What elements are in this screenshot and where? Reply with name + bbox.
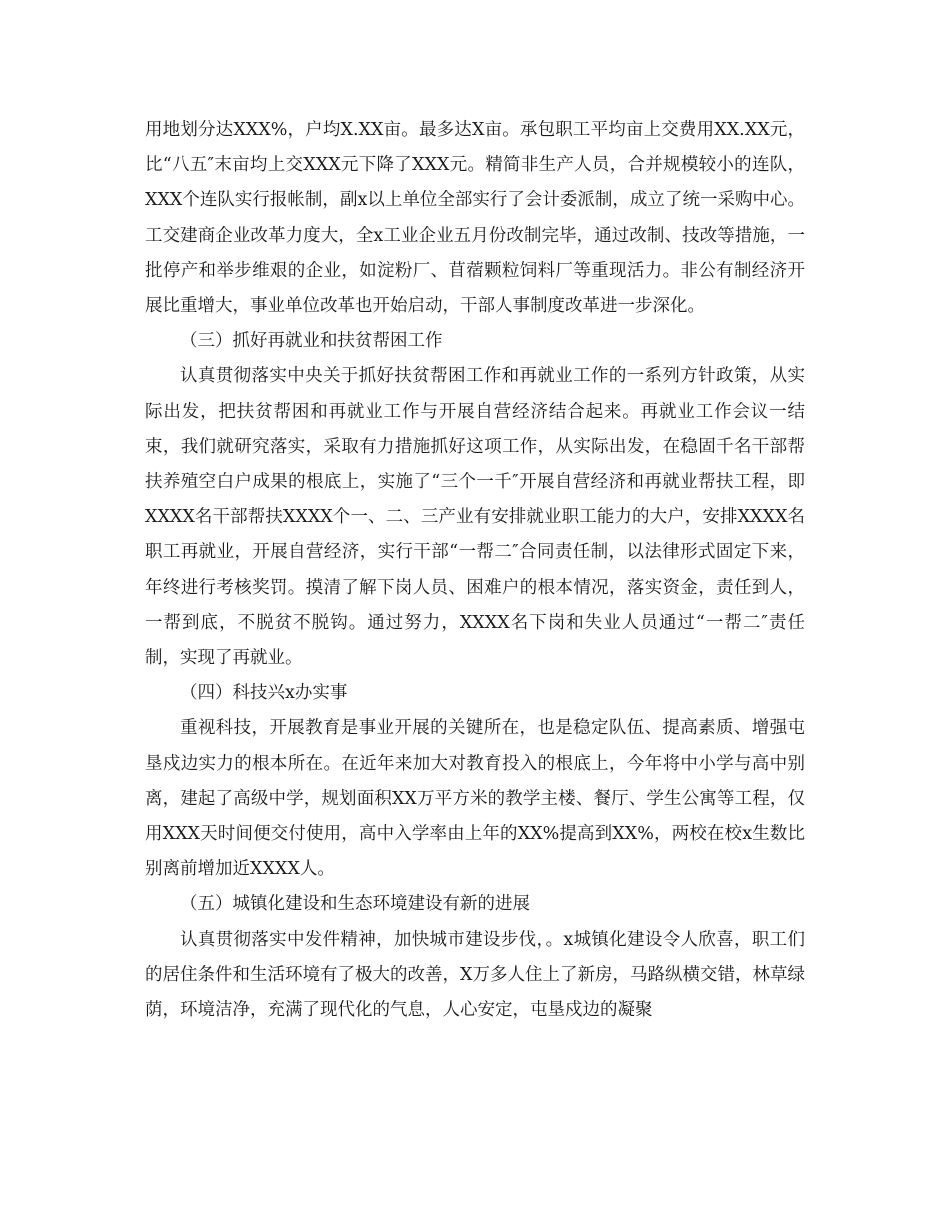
paragraph-reform-continued: 用地划分达XXX%，户均X.XX亩。最多达X亩。承包职工平均亩上交费用XX.XX元，比“八五″末亩均上交XXX元下降了XXX元。精简非生产人员，合并规模较小的连队，XXX个连队实行报帐制，副x以上单位全部实行了会计委派制，成立了统一采购中心。工交建商企业改革力度大，全x工业企业五月份改制完毕，通过改制、技改等措施，一批停产和举步维艰的企业，如淀粉厂、苜蓿颗粒饲料厂等重现活力。非公有制经济开展比重增大，事业单位改革也开始启动，干部人事制度改革进一步深化。	[145, 120, 805, 317]
paragraph-urbanization: 认真贯彻落实中发件精神，加快城市建设步伐，。x城镇化建设令人欣喜，职工们的居住条件和生活环境有了极大的改善，X万多人住上了新房，马路纵横交错，林草绿荫，环境洁净，充满了现代化的气息，人心安定，屯垦戍边的凝聚	[145, 929, 805, 1021]
section-heading-5: （五）城镇化建设和生态环境建设有新的进展	[180, 894, 530, 915]
document-body	[145, 113, 805, 1028]
section-heading-3: （三）抓好再就业和扶贫帮困工作	[180, 331, 443, 352]
section-heading-4: （四）科技兴x办实事	[180, 683, 348, 704]
paragraph-reemployment: 认真贯彻落实中央关于抓好扶贫帮困工作和再就业工作的一系列方针政策，从实际出发，把扶贫帮困和再就业工作与开展自营经济结合起来。再就业工作会议一结束，我们就研究落实，采取有力措施抓好这项工作，从实际出发，在稳固千名干部帮扶养殖空白户成果的根底上，实施了“三个一千″开展自营经济和再就业帮扶工程，即XXXX名干部帮扶XXXX个一、二、三产业有安排就业职工能力的大户，安排XXXX名职工再就业，开展自营经济，实行干部“一帮二″合同责任制，以法律形式固定下来，年终进行考核奖罚。摸清了解下岗人员、困难户的根本情况，落实资金，责任到人，一帮到底，不脱贫不脱钩。通过努力，XXXX名下岗和失业人员通过“一帮二″责任制，实现了再就业。	[145, 366, 805, 669]
paragraph-education: 重视科技，开展教育是事业开展的关键所在，也是稳定队伍、提高素质、增强屯垦戍边实力的根本所在。在近年来加大对教育投入的根底上，今年将中小学与高中别离，建起了高级中学，规划面积XX万平方米的教学主楼、餐厅、学生公寓等工程，仅用XXX天时间便交付使用，高中入学率由上年的XX%提高到XX%，两校在校x生数比别离前增加近XXXX人。	[145, 718, 805, 880]
